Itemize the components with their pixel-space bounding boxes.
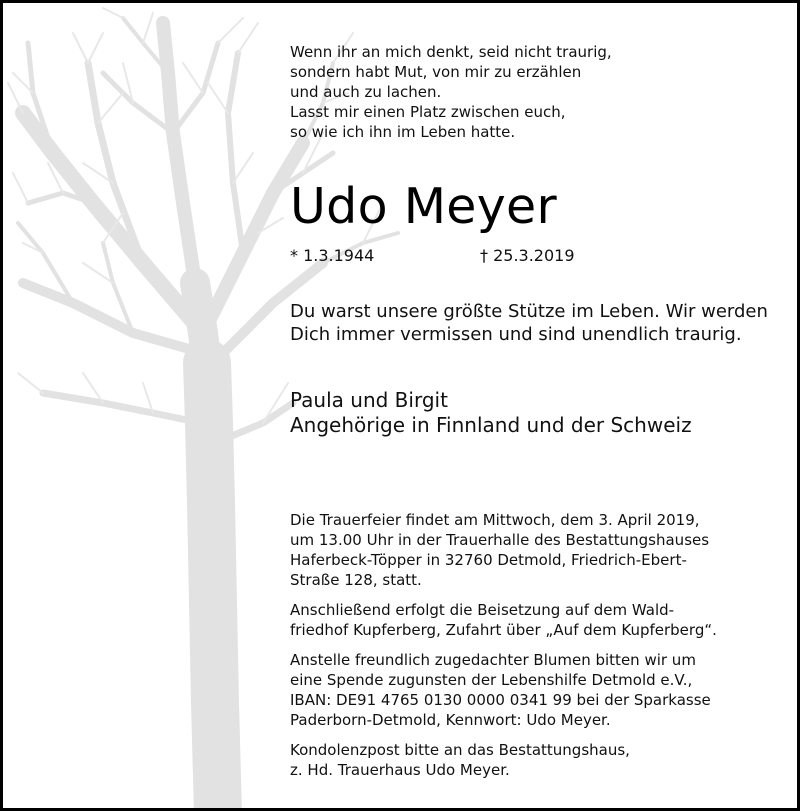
poem-line: und auch zu lachen. xyxy=(290,83,442,101)
notice-line: z. Hd. Trauerhaus Udo Meyer. xyxy=(290,761,510,779)
message-line: Du warst unsere größte Stütze im Leben. Wir werden xyxy=(290,301,768,322)
notice-line: Haferbeck-Töpper in 32760 Detmold, Friedrich-Ebert- xyxy=(290,551,687,569)
poem-line: Wenn ihr an mich denkt, seid nicht traurig, xyxy=(290,43,612,61)
signer-line: Paula und Birgit xyxy=(290,388,448,412)
poem-line: sondern habt Mut, von mir zu erzählen xyxy=(290,63,582,81)
message-line: Dich immer vermissen und sind unendlich traurig. xyxy=(290,324,742,345)
notice-line: Paderborn-Detmold, Kennwort: Udo Meyer. xyxy=(290,711,611,729)
poem-line: so wie ich ihn im Leben hatte. xyxy=(290,123,516,141)
poem-line: Lasst mir einen Platz zwischen euch, xyxy=(290,103,566,121)
notice-line: friedhof Kupferberg, Zufahrt über „Auf dem Kupferberg“. xyxy=(290,621,717,639)
funeral-notice xyxy=(290,510,717,790)
notice-line: Kondolenzpost bitte an das Bestattungshaus, xyxy=(290,741,630,759)
notice-line: Anschließend erfolgt die Beisetzung auf dem Wald- xyxy=(290,601,675,619)
notice-line: Straße 128, statt. xyxy=(290,571,422,589)
ceremony-paragraph xyxy=(290,510,717,590)
signer-line: Angehörige in Finnland und der Schweiz xyxy=(290,413,692,437)
notice-line: IBAN: DE91 4765 0130 0000 0341 99 bei der Sparkasse xyxy=(290,691,711,709)
notice-line: eine Spende zugunsten der Lebenshilfe Detmold e.V., xyxy=(290,671,693,689)
memorial-poem xyxy=(290,42,710,142)
deceased-name: Udo Meyer xyxy=(290,178,557,235)
condolences-paragraph xyxy=(290,740,717,780)
family-message xyxy=(290,300,768,346)
death-date: † 25.3.2019 xyxy=(480,246,575,265)
mourners-signature xyxy=(290,388,692,438)
notice-line: um 13.00 Uhr in der Trauerhalle des Bestattungshauses xyxy=(290,531,710,549)
birth-date: * 1.3.1944 xyxy=(290,246,375,265)
burial-paragraph xyxy=(290,600,717,640)
notice-line: Anstelle freundlich zugedachter Blumen bitten wir um xyxy=(290,651,696,669)
donation-paragraph xyxy=(290,650,717,730)
notice-line: Die Trauerfeier findet am Mittwoch, dem 3. April 2019, xyxy=(290,511,700,529)
